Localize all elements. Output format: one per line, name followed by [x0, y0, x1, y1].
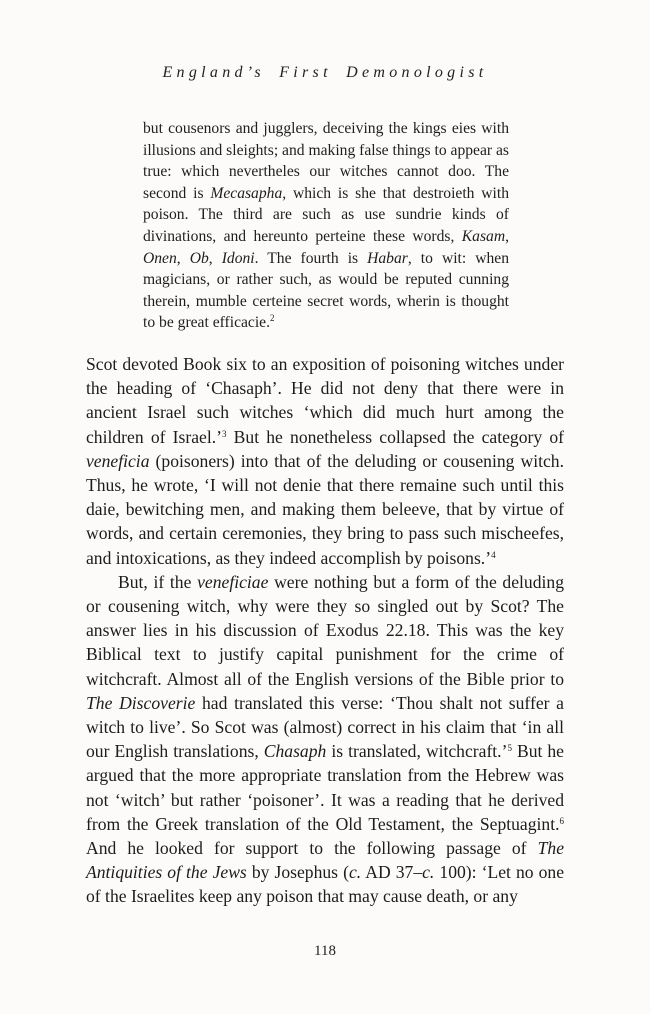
paragraph-text: by Josephus (: [246, 862, 349, 883]
quote-term: Ob: [189, 249, 209, 267]
quote-text: . The fourth is: [254, 249, 368, 267]
footnote-ref: 5: [507, 743, 512, 754]
italic-term: Chasaph: [263, 741, 327, 762]
quote-term: Mecasapha: [210, 184, 283, 202]
paragraph-text: 100): ‘Let no one of the Israelites keep any poison that may cause death, or any: [86, 862, 565, 907]
paragraph-1: [86, 352, 564, 570]
paragraph-text: AD 37–: [361, 862, 423, 883]
page-number: 118: [314, 943, 336, 959]
paragraph-text: But he argued that the more appropriate translation from the Hebrew was not ‘witch’ but rather ‘poisoner’. It was a reading that he derived from the Greek translation of the Old Testament, the Septuagint.: [86, 741, 564, 834]
running-head: England’s First Demonologist: [162, 64, 488, 81]
quote-term: Idoni: [221, 249, 255, 267]
footnote-ref: 2: [269, 313, 275, 324]
italic-term: veneficiae: [197, 571, 269, 592]
paragraph-text: (poisoners) into that of the deluding or cousening witch. Thus, he wrote, ‘I will not denie that there remaine such until this daie, bewitching men, and making them beleeve, that by virtue of words, and certain ceremonies, they bring to pass such mischeefes, and intoxications, as they indeed accomplish by poisons.’: [86, 450, 564, 568]
quote-text: ,: [505, 227, 509, 245]
italic-abbrev: c.: [422, 862, 435, 883]
italic-title: The Antiquities of the Jews: [86, 838, 564, 883]
paragraph-text: is translated, witchcraft.’: [326, 741, 508, 762]
paragraph-text: But he nonetheless collapsed the category of: [226, 426, 564, 447]
footnote-ref: 3: [221, 428, 227, 439]
quote-term: Kasam: [461, 227, 506, 245]
paragraph-text: were nothing but a form of the deluding or cousening witch, why were they so singled out by Scot? The answer lies in his discussion of Exodus 22.18. This was the key Biblical text to justify capital punishment for the crime of witchcraft. Almost all of the English versions of the Bible prior to: [86, 571, 565, 689]
italic-title: The Discoverie: [86, 692, 196, 713]
paragraph-2: [86, 570, 564, 909]
quote-text: but cousenors and jugglers, deceiving the kings eies with illusions and sleights; and making false things to appear as true: which nevertheles our witches cannot doo. The second is: [143, 120, 509, 202]
quote-term: Habar: [367, 249, 408, 267]
quote-term: Onen: [143, 249, 177, 267]
italic-abbrev: c.: [348, 862, 362, 883]
paragraph-text: But, if the: [118, 571, 198, 592]
italic-term: veneficia: [86, 450, 150, 471]
block-quote: [143, 118, 509, 334]
quote-text: ,: [176, 249, 190, 267]
paragraph-text: had translated this verse: ‘Thou shalt not suffer a witch to live’. So Scot was (almost) correct in his claim that ‘in all our English translations,: [86, 692, 564, 762]
quote-text: , to wit: when magicians, or rather such, as would be reputed cunning therein, mumble certeine secret words, wherin is thought to be great efficacie.: [143, 249, 510, 332]
block-quote-text: [143, 118, 509, 334]
paragraph-text: Scot devoted Book six to an exposition of poisoning witches under the heading of ‘Chasaph’. He did not deny that there were in ancient Israel such witches ‘which did much hurt among the children of Israel.’: [86, 354, 564, 447]
footnote-ref: 4: [491, 549, 496, 560]
body-text: [86, 352, 564, 909]
quote-text: , which is she that destroieth with poison. The third are such as use sundrie kinds of divinations, and hereunto perteine these words,: [143, 184, 509, 245]
footnote-ref: 6: [559, 815, 564, 826]
quote-text: ,: [208, 249, 222, 267]
paragraph-text: And he looked for support to the following passage of: [86, 838, 538, 859]
